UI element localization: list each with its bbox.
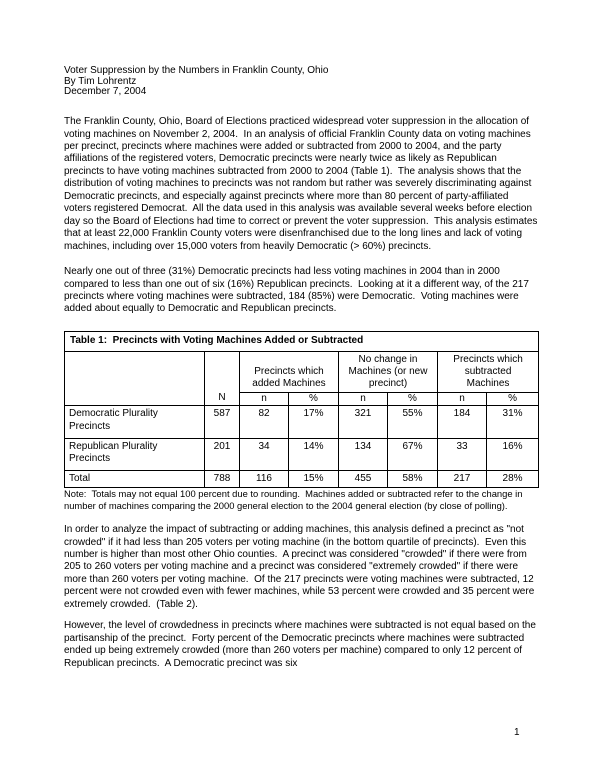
cell-added-n: 82 [240, 406, 289, 438]
table1-note: Note: Totals may not equal 100 percent due to rounding. Machines added or subtracted refer to the change in number of machines comparing the 2000 general election to the 2004 general election (by close of polling). [64, 488, 526, 511]
cell-nochange-n: 134 [339, 438, 388, 470]
cell-subtracted-n: 33 [438, 438, 487, 470]
col-group-subtracted: Precincts which subtracted Machines [438, 352, 539, 392]
cell-N: 587 [205, 406, 240, 438]
table-row-republican [65, 438, 539, 470]
subheader-subtracted-n: n [438, 392, 487, 406]
row-label: Democratic Plurality Precincts [65, 406, 205, 438]
cell-subtracted-pct: 16% [487, 438, 539, 470]
table1 [64, 331, 539, 488]
document-content [64, 65, 541, 670]
table1-title-row [65, 331, 539, 351]
subheader-added-n: n [240, 392, 289, 406]
cell-nochange-n: 455 [339, 471, 388, 488]
col-group-added: Precincts which added Machines [240, 352, 339, 392]
table-row-total [65, 471, 539, 488]
page-number: 1 [514, 727, 520, 738]
row-label: Total [65, 471, 205, 488]
document-byline: By Tim Lohrentz [64, 75, 137, 87]
subheader-added-pct: % [289, 392, 339, 406]
col-group-nochange: No change in Machines (or new precinct) [339, 352, 438, 392]
cell-subtracted-n: 217 [438, 471, 487, 488]
document-title: Voter Suppression by the Numbers in Franklin County, Ohio [64, 65, 329, 76]
cell-subtracted-pct: 31% [487, 406, 539, 438]
cell-added-n: 116 [240, 471, 289, 488]
cell-N: 788 [205, 471, 240, 488]
cell-added-pct: 17% [289, 406, 339, 438]
cell-nochange-n: 321 [339, 406, 388, 438]
row-label: Republican Plurality Precincts [65, 438, 205, 470]
cell-N: 201 [205, 438, 240, 470]
cell-added-n: 34 [240, 438, 289, 470]
cell-nochange-pct: 58% [388, 471, 438, 488]
subheader-nochange-pct: % [388, 392, 438, 406]
cell-nochange-pct: 67% [388, 438, 438, 470]
paragraph-2: Nearly one out of three (31%) Democratic precincts had less voting machines in 2004 than in 2000 compared to less than one out of six (16%) Republican precincts. Looking at it a different way, of the 217 precincts where voting machines were subtracted, 184 (85%) were Democratic. Voting machines were added about equally to Democratic and Republican precincts. [64, 266, 532, 315]
cell-added-pct: 14% [289, 438, 339, 470]
paragraph-3: In order to analyze the impact of subtracting or adding machines, this analysis defined a precinct as "not crowded" if it had less than 205 voters per voting machine (in the bottom quartile of precincts). Even this number is higher than most other Ohio counties. A precinct was considered "crowded" if there were from 205 to 260 voters per voting machine and a precinct was considered "extremely crowded" if there were more than 260 voters per voting machine. Of the 217 precincts were voting machines were subtracted, 12 percent were not crowded even with fewer machines, while 53 percent were crowded and 35 percent were extremely crowded. (Table 2). [64, 524, 538, 610]
document-date: December 7, 2004 [64, 86, 147, 98]
col-header-N: N [205, 352, 240, 406]
table1-group-header-row [65, 352, 539, 392]
table-row-democratic [65, 406, 539, 438]
table1-title: Table 1: Precincts with Voting Machines Added or Subtracted [65, 331, 539, 351]
paragraph-4: However, the level of crowdedness in precincts where machines were subtracted is not equal based on the partisanship of the precinct. Forty percent of the Democratic precincts where machines were subtracted ended up being extremely crowded (more than 260 voters per machine) compared to only 12 percent of Republican precincts. A Democratic precinct was six [64, 620, 539, 669]
table1-corner-cell [65, 352, 205, 406]
cell-nochange-pct: 55% [388, 406, 438, 438]
cell-subtracted-n: 184 [438, 406, 487, 438]
subheader-nochange-n: n [339, 392, 388, 406]
cell-added-pct: 15% [289, 471, 339, 488]
paragraph-1: The Franklin County, Ohio, Board of Elections practiced widespread voter suppression in the allocation of voting machines on November 2, 2004. In an analysis of official Franklin County data on voting machines per precinct, precincts where machines were added or subtracted from 2000 to 2004, and the party affiliations of the registered voters, Democratic precincts were nearly twice as likely as Republican precincts to have voting machines subtracted from 2000 to 2004 (Table 1). The analysis shows that the distribution of voting machines to precincts was not random but rather was severely discriminating against Democratic precincts, and especially against precincts where more than 80 percent of party-affiliated voters registered Democrat. All the data used in this analysis was available several weeks before election day so the Board of Elections had time to correct or prevent the voter suppression. This analysis estimates that at least 22,000 Franklin County voters were disenfranchised due to the long lines and lack of voting machines, including over 15,000 voters from heavily Democratic (> 60%) precincts. [64, 116, 541, 252]
subheader-subtracted-pct: % [487, 392, 539, 406]
cell-subtracted-pct: 28% [487, 471, 539, 488]
title-block [64, 66, 538, 98]
